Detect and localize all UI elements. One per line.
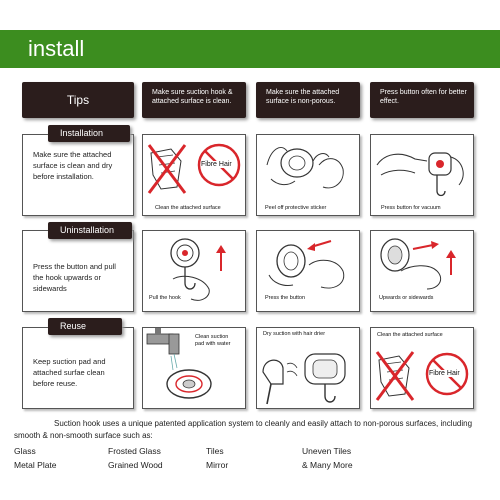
tips-label: Tips bbox=[22, 82, 134, 118]
uninstallation-direction-panel bbox=[370, 230, 474, 312]
surface-metal-plate: Metal Plate bbox=[14, 460, 57, 470]
installation-peel-panel bbox=[256, 134, 360, 216]
tip-non-porous: Make sure the attached surface is non-porous. bbox=[256, 82, 360, 118]
installation-description: Make sure the attached surface is clean and dry before installation. bbox=[22, 134, 134, 216]
uninstallation-label: Uninstallation bbox=[48, 222, 132, 239]
tip-press-button: Press button often for better effect. bbox=[370, 82, 474, 118]
reuse-wash-panel bbox=[142, 327, 246, 409]
surface-mirror: Mirror bbox=[206, 460, 229, 470]
fibre-hair-badge: Fibre Hair bbox=[201, 161, 232, 168]
caption-press-vacuum: Press button for vacuum bbox=[381, 205, 441, 211]
press-vacuum-illustration bbox=[371, 135, 474, 216]
reuse-dry-panel bbox=[256, 327, 360, 409]
surface-uneven-tiles: Uneven Tiles bbox=[302, 446, 352, 456]
installation-press-panel bbox=[370, 134, 474, 216]
caption-clean-surface: Clean the attached surface bbox=[155, 205, 221, 211]
fibre-hair-badge-reuse: Fibre Hair bbox=[429, 370, 460, 377]
peel-sticker-illustration bbox=[257, 135, 360, 216]
caption-clean-pad bbox=[195, 334, 237, 348]
reuse-label: Reuse bbox=[48, 318, 122, 335]
hair-drier-illustration bbox=[257, 328, 360, 409]
uninstallation-button-panel bbox=[256, 230, 360, 312]
caption-clean-pad-text: Clean suction pad with water bbox=[195, 334, 231, 347]
installation-clean-panel bbox=[142, 134, 246, 216]
intro-paragraph: Suction hook uses a unique patented application system to cleanly and easily attach to non-porous surfaces, including smooth & non-smooth surface such as: bbox=[14, 419, 473, 440]
tip-clean: Make sure suction hook & attached surface is clean. bbox=[142, 82, 246, 118]
surface-many-more: & Many More bbox=[302, 460, 353, 470]
surface-tiles: Tiles bbox=[206, 446, 224, 456]
clean-surface-illustration bbox=[371, 328, 474, 409]
caption-clean-attached: Clean the attached surface bbox=[377, 332, 443, 338]
caption-upwards-sidewards: Upwards or sidewards bbox=[379, 295, 434, 301]
uninstallation-description: Press the button and pull the hook upwards or sidewards bbox=[22, 230, 134, 312]
title-banner bbox=[0, 30, 500, 68]
surface-frosted-glass: Frosted Glass bbox=[108, 446, 161, 456]
caption-peel-sticker: Peel off protective sticker bbox=[265, 205, 327, 211]
caption-dry-suction: Dry suction with hair drier bbox=[263, 331, 326, 337]
caption-pull-hook: Pull the hook bbox=[149, 295, 181, 301]
reuse-surface-panel bbox=[370, 327, 474, 409]
installation-label: Installation bbox=[48, 125, 130, 142]
caption-press-button: Press the button bbox=[265, 295, 306, 301]
surface-glass: Glass bbox=[14, 446, 36, 456]
uninstallation-pull-panel bbox=[142, 230, 246, 312]
page-title: install bbox=[28, 36, 85, 61]
reuse-description: Keep suction pad and attached surfae clean before reuse. bbox=[22, 327, 134, 409]
surface-grained-wood: Grained Wood bbox=[108, 460, 163, 470]
cleaning-illustration bbox=[143, 135, 246, 216]
